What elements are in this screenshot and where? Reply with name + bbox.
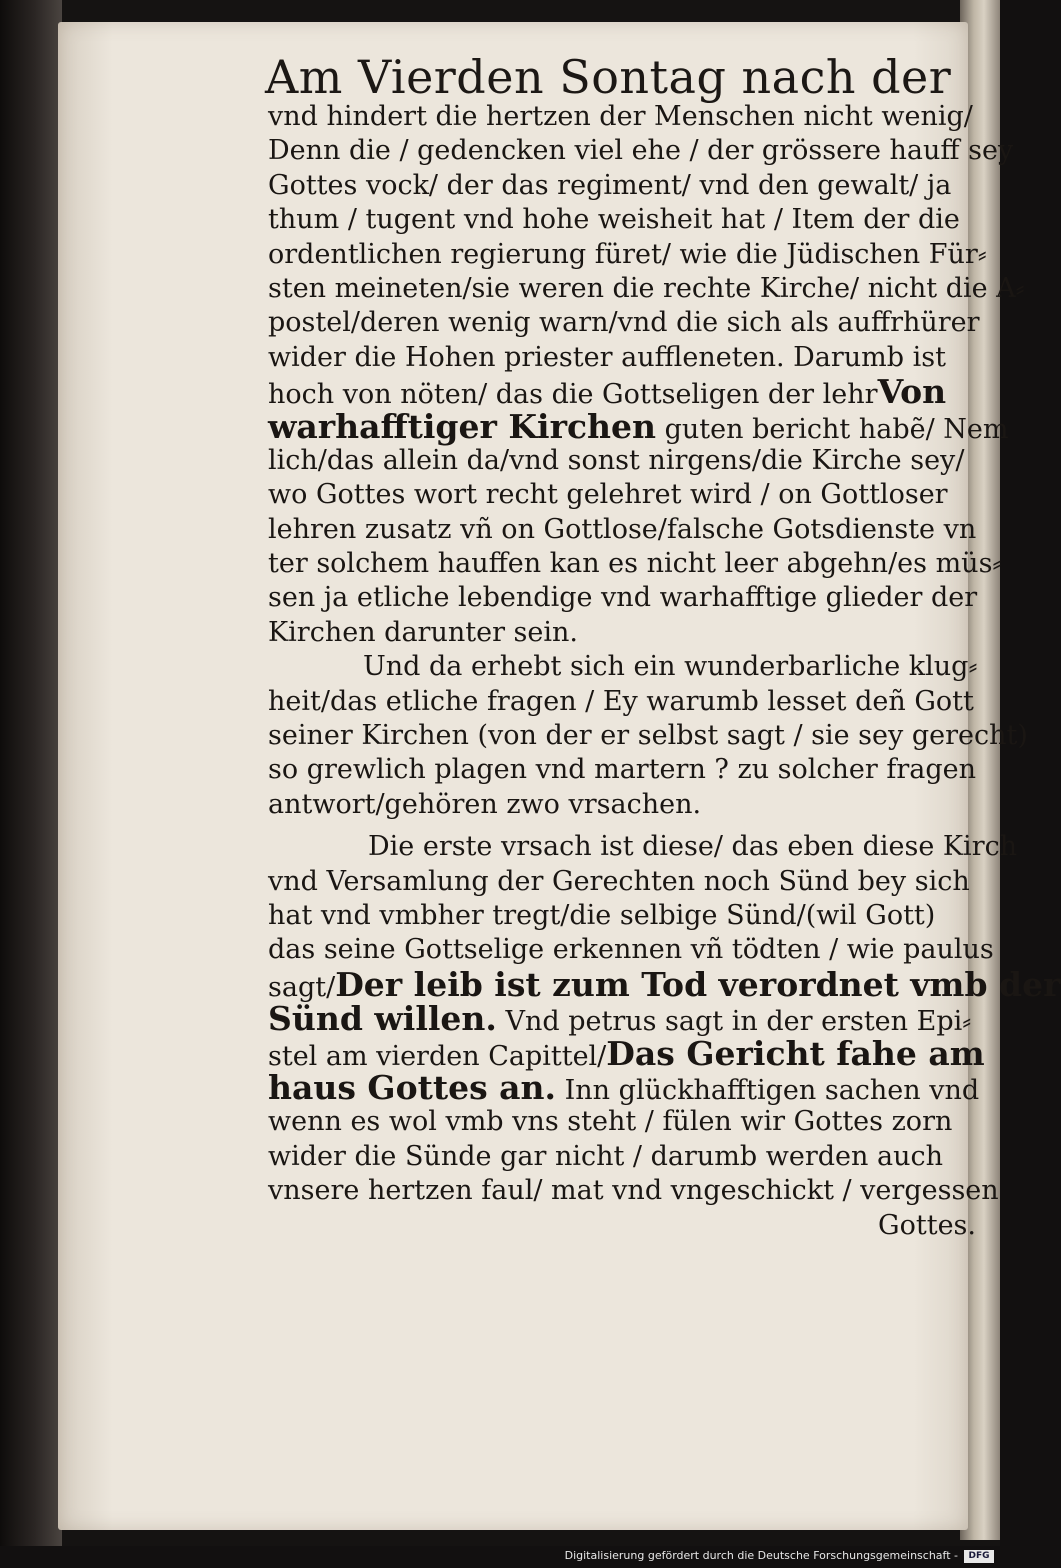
text-line (268, 1033, 985, 1073)
page-body-text (268, 100, 1061, 1243)
text-segment: Inn glückhafftigen sachen vnd (556, 1074, 980, 1106)
emphasis-text: Von (877, 372, 947, 412)
text-line (268, 999, 980, 1039)
text-segment: stel am vierden Capittel/ (268, 1040, 607, 1072)
running-title: Am Vierden Sontag nach der (265, 50, 952, 104)
paragraph-start-line: Und da erhebt sich ein wunderbarliche klug⸗ (363, 651, 978, 683)
text-line (268, 406, 1009, 446)
emphasis-text: haus Gottes an. (268, 1067, 557, 1107)
text-line: wenn es wol vmb vns steht / fülen wir Gottes zorn (268, 1106, 953, 1138)
paragraph-start-line: Die erste vrsach ist diese/ das eben diese Kirch (368, 831, 1018, 863)
emphasis-text: Sünd willen. (268, 999, 497, 1039)
book-gutter-shadow (0, 0, 62, 1568)
text-segment: guten bericht habẽ/ Nem (656, 413, 1009, 445)
text-line: sen ja etliche lebendige vnd warhafftige glieder der (268, 582, 978, 614)
text-line: lehren zusatz vñ on Gottlose/falsche Gotsdienste vn (268, 513, 977, 545)
text-line: postel/deren wenig warn/vnd die sich als auffrhürer (268, 307, 980, 339)
text-line (268, 1067, 980, 1107)
text-line: vnsere hertzen faul/ mat vnd vngeschickt / vergessen (268, 1175, 999, 1207)
text-line (268, 372, 980, 412)
text-line: vnd Versamlung der Gerechten noch Sünd bey sich (268, 865, 970, 897)
text-segment: sagt/ (268, 971, 336, 1003)
text-line: wo Gottes wort recht gelehret wird / on Gottloser (268, 479, 948, 511)
footer-bar (0, 1546, 1000, 1568)
text-line: das seine Gottselige erkennen vñ tödten / wie paulus (268, 934, 994, 966)
text-segment: hoch von nöten/ das die Gottseligen der lehr (268, 379, 878, 411)
text-line: sten meineten/sie weren die rechte Kirche/ nicht die A⸗ (268, 272, 1025, 304)
text-line: seiner Kirchen (von der er selbst sagt / sie sey gerecht) (268, 720, 1028, 752)
text-line: antwort/gehören zwo vrsachen. (268, 788, 702, 820)
emphasis-text: warhafftiger Kirchen (268, 406, 657, 446)
text-line: wider die Sünde gar nicht / darumb werden auch (268, 1140, 943, 1172)
text-line: heit/das etliche fragen / Ey warumb lesset deñ Gott (268, 685, 974, 717)
text-line: ordentlichen regierung füret/ wie die Jüdischen Für⸗ (268, 238, 987, 270)
text-line: hat vnd vmbher tregt/die selbige Sünd/(wil Gott) (268, 899, 936, 931)
text-line: Kirchen darunter sein. (268, 616, 578, 648)
text-line: wider die Hohen priester auffleneten. Darumb ist (268, 341, 946, 373)
text-line: vnd hindert die hertzen der Menschen nicht wenig/ (268, 101, 973, 132)
text-line: ter solchem hauffen kan es nicht leer abgehn/es müs⸗ (268, 548, 1002, 580)
text-segment: Vnd petrus sagt in der ersten Epi⸗ (496, 1006, 972, 1038)
text-line: lich/das allein da/vnd sonst nirgens/die Kirche sey/ (268, 444, 965, 476)
emphasis-text: Der leib ist zum Tod verordnet vmb der (335, 964, 1061, 1004)
text-line (268, 964, 1061, 1004)
funding-credit: Digitalisierung gefördert durch die Deutsche Forschungsgemeinschaft - (564, 1549, 958, 1562)
dfg-logo: DFG (964, 1550, 994, 1563)
text-line: thum / tugent vnd hohe weisheit hat / Item der die (268, 204, 960, 236)
catchword: Gottes. (878, 1209, 976, 1241)
text-line: Gottes vock/ der das regiment/ vnd den gewalt/ ja (268, 169, 952, 201)
text-line: so grewlich plagen vnd martern ? zu solcher fragen (268, 754, 977, 786)
emphasis-text: Das Gericht fahe am (606, 1033, 985, 1073)
text-line: Denn die / gedencken viel ehe / der grössere hauff sey (268, 135, 1014, 167)
